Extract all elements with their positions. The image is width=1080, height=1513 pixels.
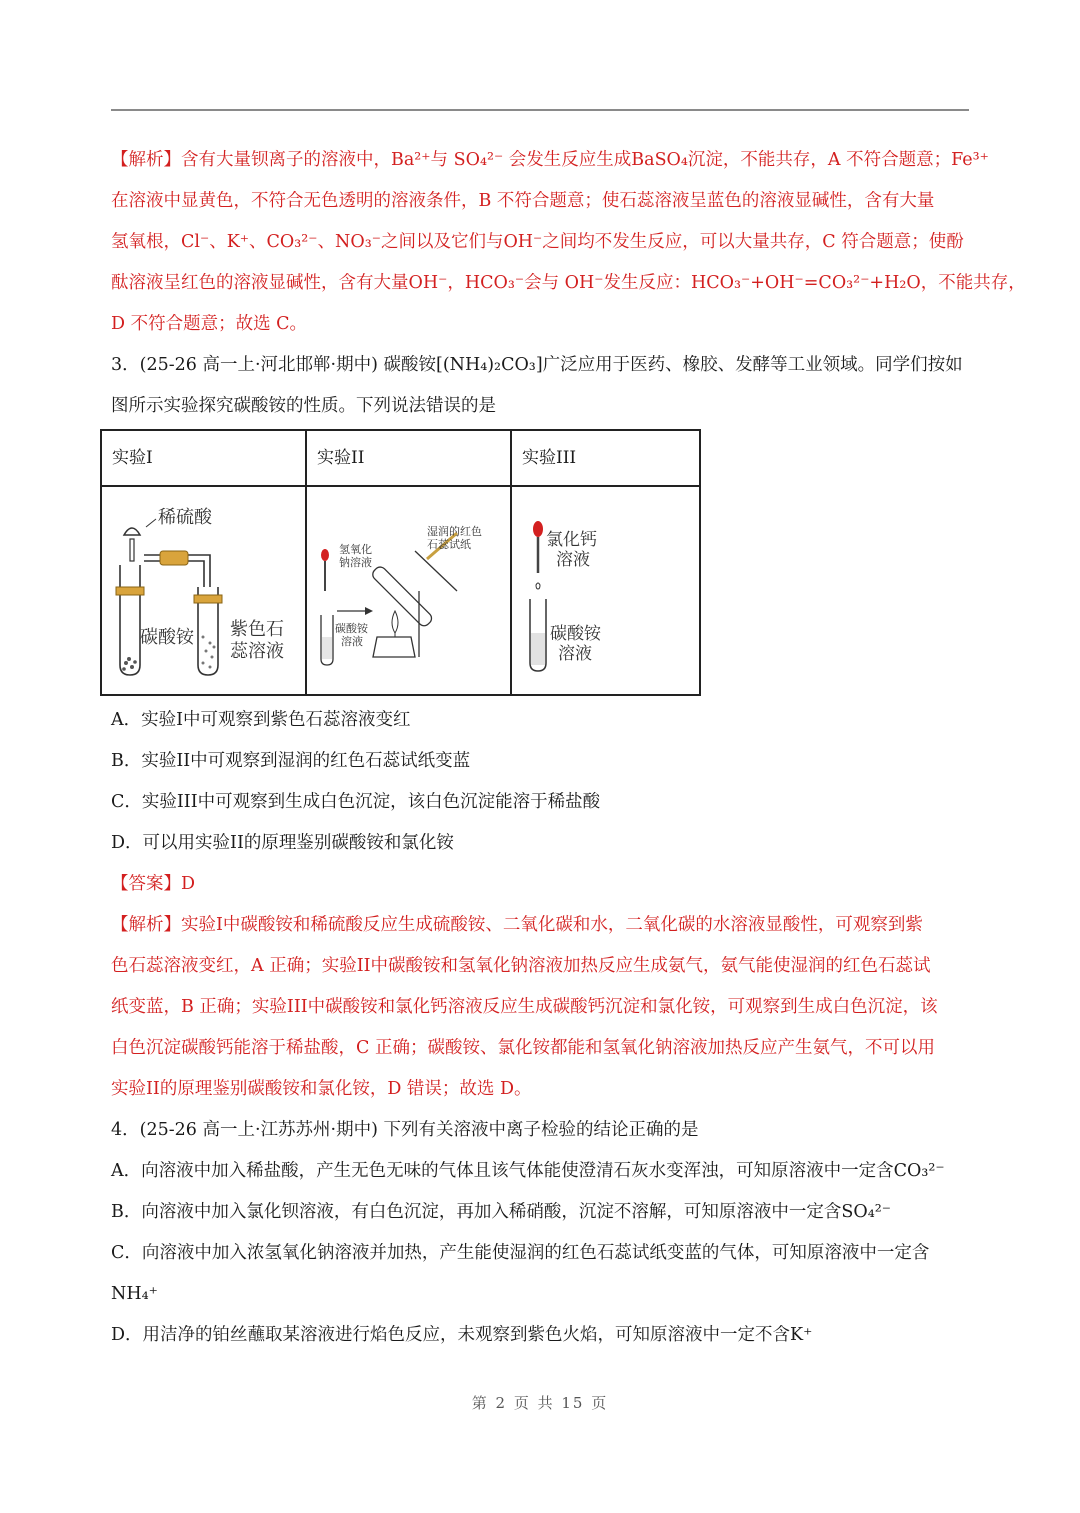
page-content (111, 140, 1026, 1356)
q3-stem-line2: 图所示实验探究碳酸铵的性质。下列说法错误的是 (111, 396, 496, 416)
label-salt-solution-2: 溶液 (558, 644, 592, 664)
label-cacl2-2: 溶液 (556, 550, 590, 570)
exp3-apparatus-illustration (512, 487, 699, 690)
q4-option-c-cont: NH₄⁺ (111, 1284, 158, 1304)
header-exp-1: 实验I (101, 430, 306, 486)
analysis-line: 【解析】含有大量钡离子的溶液中，Ba²⁺与 SO₄²⁻ 会发生反应生成BaSO₄沉淀，不能共存，A 不符合题意；Fe³⁺ (111, 150, 989, 170)
label-litmus-2: 蕊溶液 (230, 641, 284, 662)
label-salt-solution-1: 碳酸铵 (550, 624, 601, 644)
label-ammonium-carbonate: 碳酸铵 (140, 627, 194, 648)
label-naoh-1: 氢氧化 (339, 543, 372, 556)
page-footer: 第 2 页 共 15 页 (471, 1394, 609, 1412)
q4-option-b: B．向溶液中加入氯化钡溶液，有白色沉淀，再加入稀硝酸，沉淀不溶解，可知原溶液中一定含SO₄²⁻ (111, 1202, 891, 1222)
q4-option-a: A．向溶液中加入稀盐酸，产生无色无味的气体且该气体能使澄清石灰水变浑浊，可知原溶液中一定含CO₃²⁻ (111, 1161, 945, 1181)
label-cacl2-1: 氯化钙 (546, 530, 597, 550)
exp2-apparatus-illustration (307, 487, 510, 690)
label-salt-2: 溶液 (341, 635, 363, 648)
experiment-table (100, 429, 701, 696)
figure-exp-2 (306, 486, 511, 695)
q4-stem: 4．(25-26 高一上·江苏苏州·期中) 下列有关溶液中离子检验的结论正确的是 (111, 1120, 699, 1140)
q3-stem-line1: 3．(25-26 高一上·河北邯郸·期中) 碳酸铵[(NH₄)₂CO₃]广泛应用于医药、橡胶、发酵等工业领域。同学们按如 (111, 355, 963, 375)
header-rule (111, 109, 969, 111)
q3-analysis-line: 纸变蓝，B 正确；实验III中碳酸铵和氯化钙溶液反应生成碳酸钙沉淀和氯化铵，可观察到生成白色沉淀，该 (111, 997, 938, 1017)
q4-option-c: C．向溶液中加入浓氢氧化钠溶液并加热，产生能使湿润的红色石蕊试纸变蓝的气体，可知原溶液中一定含 (111, 1243, 930, 1263)
exp1-apparatus-illustration (102, 487, 305, 690)
label-paper-2: 石蕊试纸 (427, 538, 471, 551)
question-4 (111, 1110, 969, 1356)
q4-option-d: D．用洁净的铂丝蘸取某溶液进行焰色反应，未观察到紫色火焰，可知原溶液中一定不含K⁺ (111, 1325, 813, 1345)
q3-option-b: B．实验II中可观察到湿润的红色石蕊试纸变蓝 (111, 751, 471, 771)
q3-option-a: A．实验I中可观察到紫色石蕊溶液变红 (111, 710, 411, 730)
label-paper-1: 湿润的红色 (427, 525, 482, 538)
analysis-line: D 不符合题意；故选 C。 (111, 314, 308, 334)
label-salt-1: 碳酸铵 (335, 622, 368, 635)
q3-option-c: C．实验III中可观察到生成白色沉淀，该白色沉淀能溶于稀盐酸 (111, 792, 601, 812)
figure-exp-1 (101, 486, 306, 695)
q3-answer: 【答案】D (111, 874, 196, 894)
q2-analysis (111, 140, 1026, 345)
label-naoh-2: 钠溶液 (339, 556, 372, 569)
q3-option-d: D．可以用实验II的原理鉴别碳酸铵和氯化铵 (111, 833, 454, 853)
analysis-line: 在溶液中显黄色，不符合无色透明的溶液条件，B 不符合题意；使石蕊溶液呈蓝色的溶液显碱性，含有大量 (111, 191, 935, 211)
q3-analysis-line: 【解析】实验I中碳酸铵和稀硫酸反应生成硫酸铵、二氧化碳和水，二氧化碳的水溶液显酸性，可观察到紫 (111, 915, 923, 935)
q3-analysis-line: 色石蕊溶液变红，A 正确；实验II中碳酸铵和氢氧化钠溶液加热反应生成氨气，氨气能使湿润的红色石蕊试 (111, 956, 931, 976)
figure-exp-3 (511, 486, 700, 695)
q3-analysis-line: 实验II的原理鉴别碳酸铵和氯化铵，D 错误；故选 D。 (111, 1079, 532, 1099)
label-litmus-1: 紫色石 (230, 619, 284, 640)
q3-analysis-line: 白色沉淀碳酸钙能溶于稀盐酸，C 正确；碳酸铵、氯化铵都能和氢氧化钠溶液加热反应产生氨气，不可以用 (111, 1038, 935, 1058)
analysis-line: 氢氧根，Cl⁻、K⁺、CO₃²⁻、NO₃⁻之间以及它们与OH⁻之间均不发生反应，可以大量共存，C 符合题意；使酚 (111, 232, 964, 252)
header-exp-2: 实验II (306, 430, 511, 486)
analysis-line: 酞溶液呈红色的溶液显碱性，含有大量OH⁻，HCO₃⁻会与 OH⁻发生反应：HCO₃⁻+OH⁻=CO₃²⁻+H₂O，不能共存， (111, 273, 1026, 293)
header-exp-3: 实验III (511, 430, 700, 486)
question-3 (111, 345, 969, 1110)
label-dilute-sulfuric-acid: 稀硫酸 (158, 507, 212, 528)
